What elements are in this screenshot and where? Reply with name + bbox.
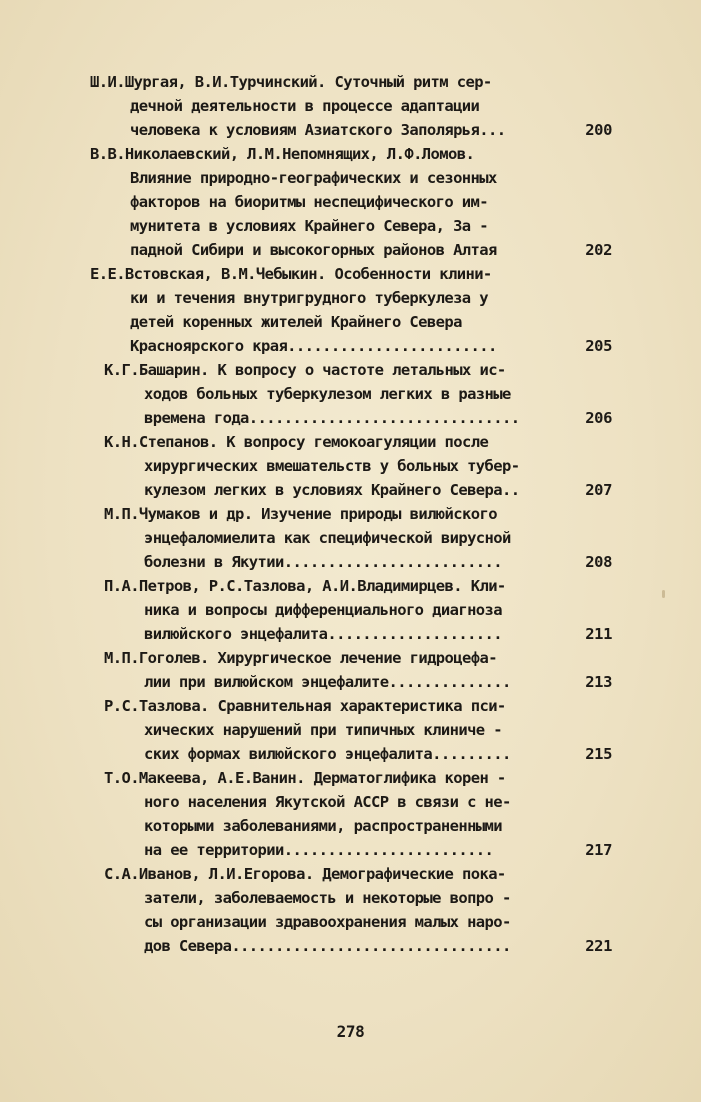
toc-entry [104, 646, 620, 694]
toc-entry-line: ного населения Якутской АССР в связи с не- [144, 793, 511, 811]
toc-entry-line: человека к условиям Азиатского Заполярья... [130, 121, 506, 139]
toc-page-number: 221 [585, 937, 612, 955]
paper-speck [662, 590, 665, 598]
toc-entry-line: ки и течения внутригрудного туберкулеза у [130, 289, 489, 307]
toc-page-number: 207 [585, 481, 612, 499]
toc-entry-line: ских формах вилюйского энцефалита......... [144, 745, 511, 763]
toc-entry-line: на ее территории........................ [144, 841, 494, 859]
toc-entry-line: Ш.И.Шургая, В.И.Турчинский. Суточный ритм сер- [90, 73, 492, 91]
toc-page-number: 208 [585, 553, 612, 571]
toc-entry-line: кулезом легких в условиях Крайнего Севера.. [144, 481, 520, 499]
toc-entry-line: ника и вопросы дифференциального диагноза [144, 601, 503, 619]
toc-entry-line: В.В.Николаевский, Л.М.Непомнящих, Л.Ф.Ломов. [90, 145, 475, 163]
toc-entry [90, 142, 620, 262]
toc-entry-line: К.Н.Степанов. К вопросу гемокоагуляции после [104, 433, 489, 451]
toc-entry-line: П.А.Петров, Р.С.Тазлова, А.И.Владимирцев. Кли- [104, 577, 506, 595]
table-of-contents [90, 70, 620, 958]
toc-page-number: 200 [585, 121, 612, 139]
toc-entry [104, 862, 620, 958]
toc-entry [104, 502, 620, 574]
toc-page-number: 211 [585, 625, 612, 643]
toc-entry-line: энцефаломиелита как специфической вирусной [144, 529, 511, 547]
toc-entry-line: затели, заболеваемость и некоторые вопро - [144, 889, 511, 907]
toc-entry-line: вилюйского энцефалита.................... [144, 625, 503, 643]
toc-entry-line: С.А.Иванов, Л.И.Егорова. Демографические пока- [104, 865, 506, 883]
toc-entry [104, 430, 620, 502]
toc-entry-line: ходов больных туберкулезом легких в разные [144, 385, 511, 403]
toc-entry [104, 766, 620, 862]
toc-entry-line: факторов на биоритмы неспецифического им- [130, 193, 489, 211]
toc-entry-line: М.П.Гоголев. Хирургическое лечение гидроцефа- [104, 649, 497, 667]
toc-entry-line: болезни в Якутии......................... [144, 553, 503, 571]
toc-entry-line: К.Г.Башарин. К вопросу о частоте летальных ис- [104, 361, 506, 379]
toc-entry-line: Красноярского края........................ [130, 337, 497, 355]
toc-entry [104, 694, 620, 766]
toc-entry [104, 358, 620, 430]
toc-entry-line: Влияние природно-географических и сезонных [130, 169, 497, 187]
toc-page-number: 206 [585, 409, 612, 427]
toc-entry-line: детей коренных жителей Крайнего Севера [130, 313, 462, 331]
toc-page-number: 213 [585, 673, 612, 691]
toc-entry-line: падной Сибири и высокогорных районов Алтая [130, 241, 497, 259]
toc-entry-line: мунитета в условиях Крайнего Севера, За - [130, 217, 489, 235]
toc-entry [90, 262, 620, 358]
toc-entry-line: сы организации здравоохранения малых наро- [144, 913, 511, 931]
toc-entry-line: хирургических вмешательств у больных тубер- [144, 457, 520, 475]
toc-entry-line: Е.Е.Встовская, В.М.Чебыкин. Особенности клини- [90, 265, 492, 283]
toc-entry [90, 70, 620, 142]
toc-entry [104, 574, 620, 646]
toc-page-number: 217 [585, 841, 612, 859]
toc-entry-line: которыми заболеваниями, распространенными [144, 817, 503, 835]
toc-page-number: 205 [585, 337, 612, 355]
toc-entry-line: Т.О.Макеева, А.Е.Ванин. Дерматоглифика корен - [104, 769, 506, 787]
page-folio-number: 278 [336, 1022, 365, 1041]
toc-entry-line: Р.С.Тазлова. Сравнительная характеристика пси- [104, 697, 506, 715]
toc-entry-line: лии при вилюйском энцефалите.............. [144, 673, 511, 691]
toc-entry-line: дечной деятельности в процессе адаптации [130, 97, 480, 115]
toc-page-number: 202 [585, 241, 612, 259]
toc-entry-line: М.П.Чумаков и др. Изучение природы вилюйского [104, 505, 497, 523]
toc-page-number: 215 [585, 745, 612, 763]
toc-entry-line: времена года............................... [144, 409, 520, 427]
toc-entry-line: хических нарушений при типичных клиниче - [144, 721, 503, 739]
toc-entry-line: дов Севера................................ [144, 937, 511, 955]
